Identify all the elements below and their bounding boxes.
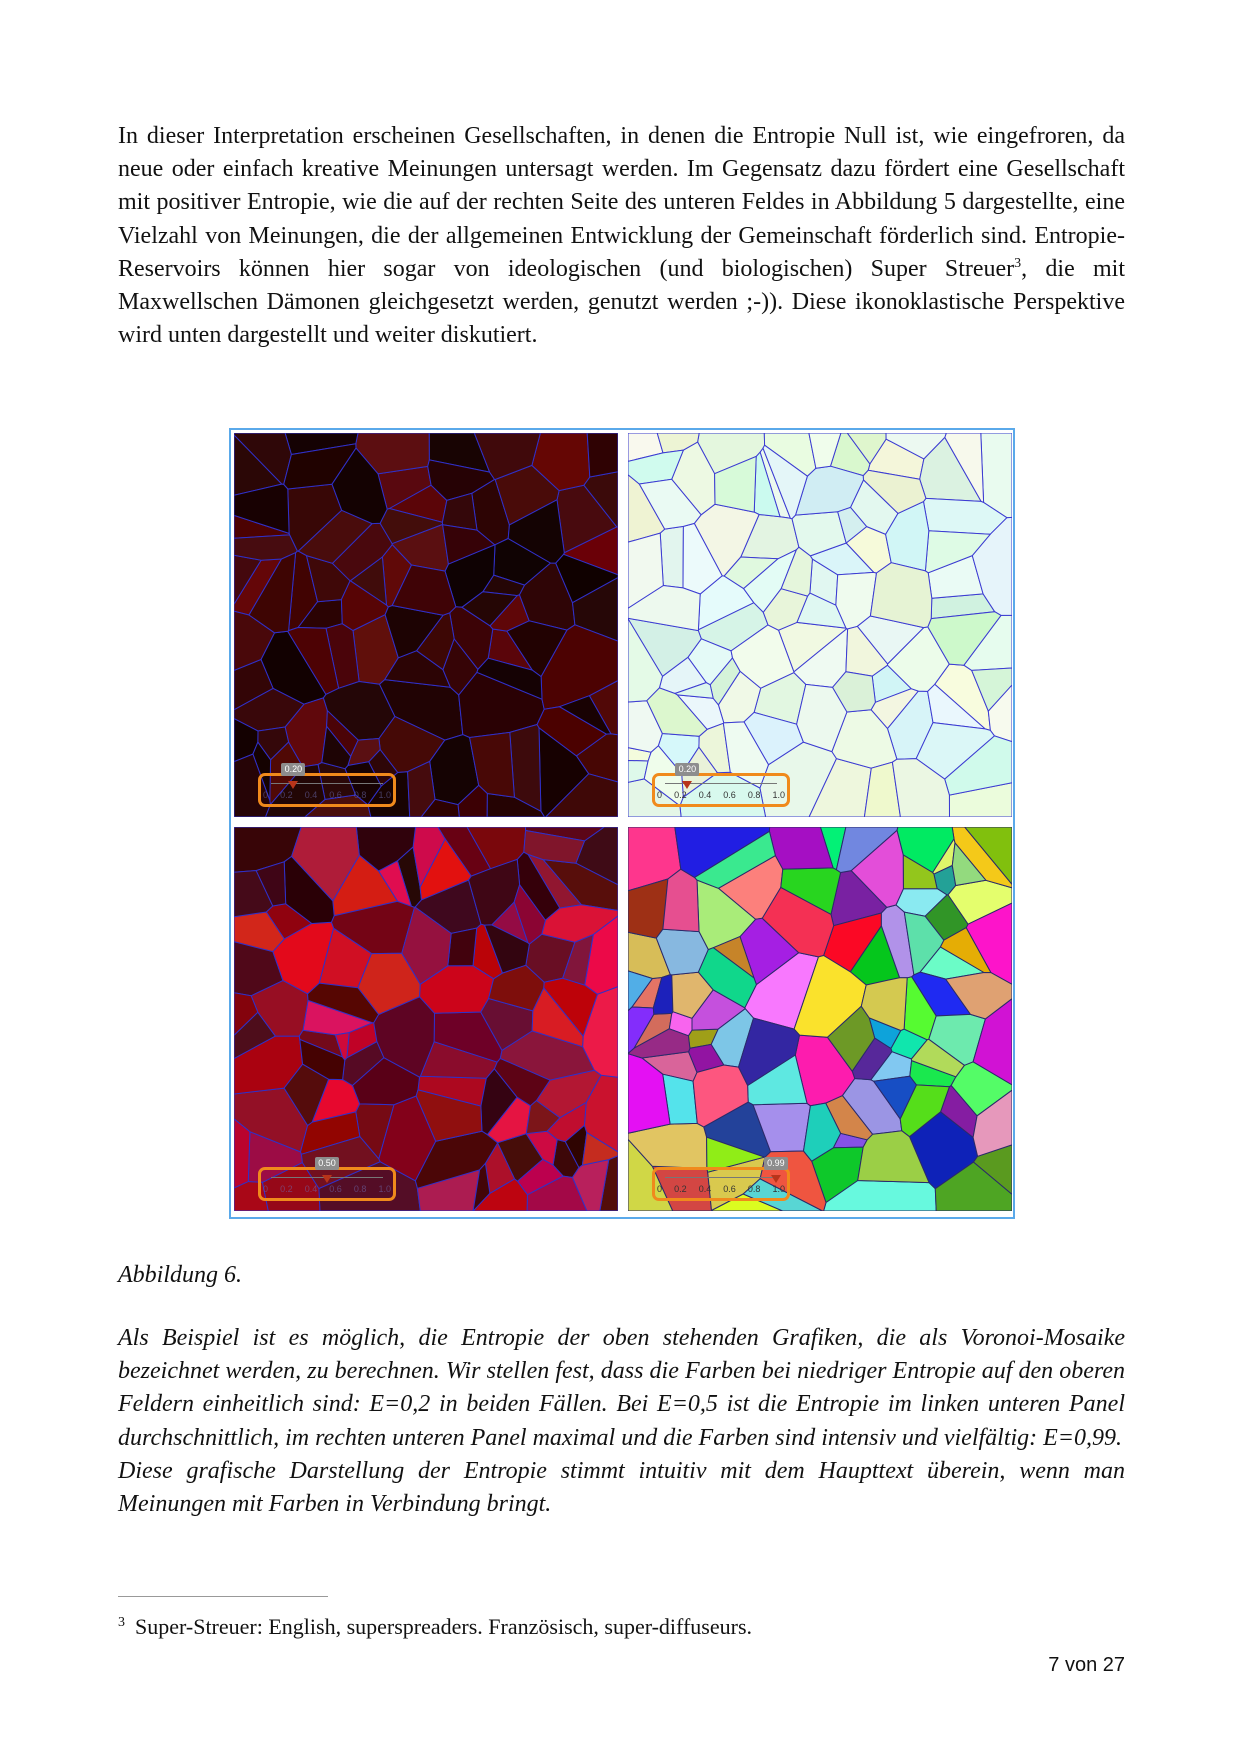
voronoi-mosaic-bottom-left	[234, 827, 618, 1211]
caption-line-2: Diese grafische Darstellung der Entropie stimmt intuitiv mit dem Haupttext überein, wenn man Meinungen mit Farben in Verbindung bringt.	[118, 1457, 1125, 1518]
slider-value-label: 0.20	[281, 763, 305, 776]
slider-value-label: 0.99	[764, 1157, 788, 1170]
footnote-ref[interactable]: 3	[1014, 255, 1022, 271]
voronoi-cell	[663, 869, 699, 931]
panel-bottom-right	[628, 827, 1012, 1211]
slider-thumb[interactable]	[322, 1175, 332, 1183]
footnote-number: 3	[118, 1615, 125, 1630]
entropy-slider-bottom-left[interactable]	[258, 1158, 396, 1201]
voronoi-cell	[587, 433, 618, 477]
slider-value-label: 0.20	[675, 763, 699, 776]
slider-thumb[interactable]	[682, 781, 692, 789]
voronoi-mosaic-top-right	[628, 433, 1012, 817]
voronoi-figure	[229, 428, 1015, 1219]
entropy-slider-top-left[interactable]	[258, 764, 396, 807]
panel-top-left	[234, 433, 618, 817]
entropy-slider-top-right[interactable]	[652, 764, 790, 807]
slider-ticks: 0 0.2 0.4 0.6 0.8 1.0	[263, 790, 391, 800]
footnote-text: Super-Streuer: English, superspreaders. Französisch, super-diffuseurs.	[135, 1614, 753, 1639]
voronoi-mosaic-bottom-right	[628, 827, 1012, 1211]
intro-text-b: , die mit Maxwellschen Dämonen gleichgesetzt werden, genutzt werden ;-)). Diese ikonoklastische Perspektive wird unten dargestellt und weiter diskutiert.	[118, 255, 1125, 349]
voronoi-cell	[234, 1119, 250, 1188]
page-number: 7 von 27	[1048, 1654, 1125, 1676]
slider-thumb[interactable]	[771, 1175, 781, 1183]
slider-ticks: 0 0.2 0.4 0.6 0.8 1.0	[263, 1184, 391, 1194]
slider-track	[665, 1177, 777, 1178]
figure-caption	[118, 1322, 1125, 1521]
footnote-divider	[118, 1596, 328, 1597]
slider-thumb[interactable]	[288, 781, 298, 789]
panel-bottom-left	[234, 827, 618, 1211]
slider-ticks: 0 0.2 0.4 0.6 0.8 1.0	[657, 1184, 785, 1194]
panel-top-right	[628, 433, 1012, 817]
footnote	[118, 1614, 752, 1640]
slider-value-label: 0.50	[315, 1157, 339, 1170]
voronoi-mosaic-top-left	[234, 433, 618, 817]
voronoi-cell	[870, 563, 931, 628]
slider-ticks: 0 0.2 0.4 0.6 0.8 1.0	[657, 790, 785, 800]
figure-caption-title: Abbildung 6.	[118, 1262, 242, 1288]
voronoi-cell	[448, 928, 477, 966]
intro-text-a: In dieser Interpretation erscheinen Gesellschaften, in denen die Entropie Null ist, wie eingefroren, da neue oder einfach kreative Meinungen untersagt werden. Im Gegensatz dazu fördert eine Gesellschaft mit positiver Entropie, wie die auf der rechten Seite des unteren Feldes in Abbildung 5 dargestellte, eine Vielzahl von Meinungen, die der allgemeinen Entwicklung der Gemeinschaft förderlich sind. Entropie-Reservoirs können hier sogar von ideologischen (und biologischen) Super Streuer	[118, 123, 1125, 282]
caption-line-1: Als Beispiel ist es möglich, die Entropie der oben stehenden Grafiken, die als Voronoi-Mosaike bezeichnet werden, zu berechnen. Wir stellen fest, dass die Farben bei niedriger Entropie auf den oberen Feldern einheitlich sind: E=0,2 in beiden Fällen. Bei E=0,5 ist die Entropie im linken unteren Panel durchschnittlich, im rechten unteren Panel maximal und die Farben sind intensiv und vielfältig: E=0,99.	[118, 1325, 1125, 1451]
voronoi-cell	[660, 526, 683, 588]
entropy-slider-bottom-right[interactable]	[652, 1158, 790, 1201]
intro-paragraph	[118, 120, 1125, 352]
